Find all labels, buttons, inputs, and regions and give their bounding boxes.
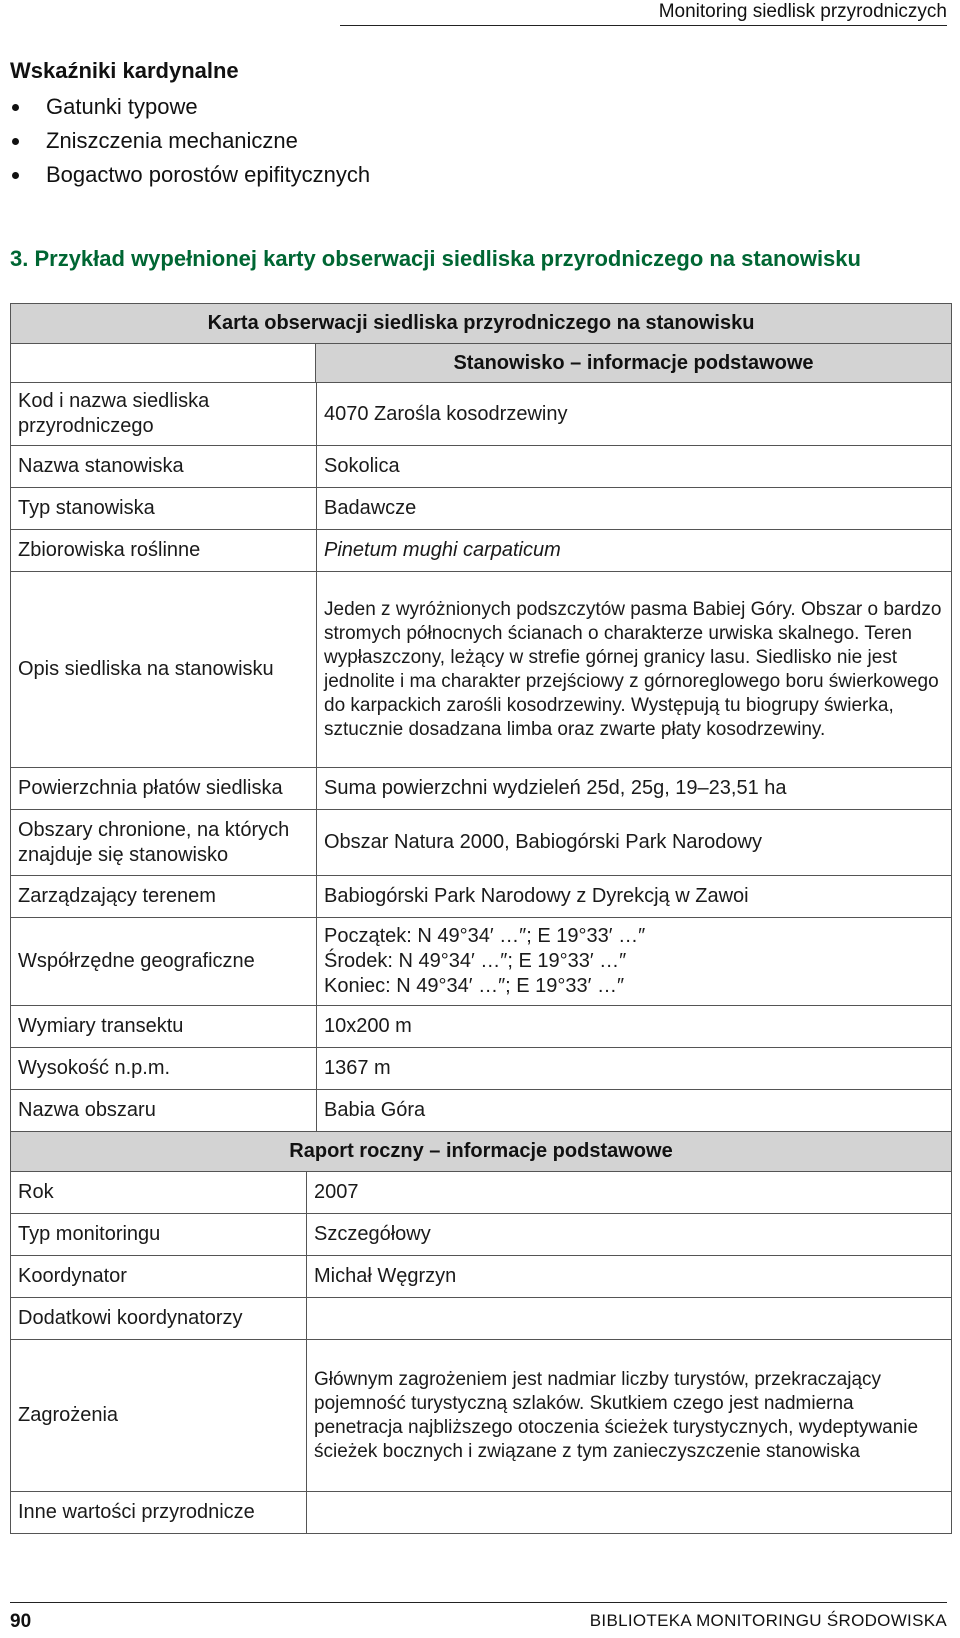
table-row — [11, 488, 952, 530]
row-value — [307, 1492, 952, 1534]
card-title: Karta obserwacji siedliska przyrodniczego na stanowisku — [11, 304, 952, 344]
list-item-label: Zniszczenia mechaniczne — [46, 128, 298, 153]
row-label: Nazwa obszaru — [11, 1090, 317, 1132]
table-row — [11, 446, 952, 488]
table-row — [11, 572, 952, 768]
list-item — [10, 158, 950, 192]
row-label: Powierzchnia płatów siedliska — [11, 768, 317, 810]
table-row — [11, 1340, 952, 1492]
row-label: Współrzędne geograficzne — [11, 918, 317, 1006]
indicators-title: Wskaźniki kardynalne — [10, 58, 239, 83]
table-row — [11, 344, 952, 383]
row-label: Dodatkowi koordynatorzy — [11, 1298, 307, 1340]
row-label: Koordynator — [11, 1256, 307, 1298]
table-row — [11, 1048, 952, 1090]
row-label: Obszary chronione, na których znajduje się stanowisko — [11, 810, 317, 876]
coordinates-value — [317, 918, 952, 1006]
table-row — [11, 1006, 952, 1048]
row-label: Wymiary transektu — [11, 1006, 317, 1048]
list-item-label: Bogactwo porostów epifitycznych — [46, 162, 371, 187]
header-blank-cell — [11, 344, 316, 382]
report-info-header: Raport roczny – informacje podstawowe — [11, 1132, 952, 1172]
row-value: Jeden z wyróżnionych podszczytów pasma Babiej Góry. Obszar o bardzo stromych północnych ścianach o charakterze urwiska skalnego. Teren wypłaszczony, leżący w strefie górnej granicy lasu. Siedlisko nie jest jednolite i ma charakter przejściowy z górnoreglowego boru świerkowego do karpackich zarośli kosodrzewiny. Występują tu biogrupy świerka, sztucznie dosadzana limba oraz zwarte płaty kosodrzewiny. — [317, 572, 952, 768]
row-value: 2007 — [307, 1172, 952, 1214]
row-value: Sokolica — [317, 446, 952, 488]
table-row — [11, 530, 952, 572]
row-label: Kod i nazwa siedliska przyrodniczego — [11, 383, 317, 446]
list-item — [10, 90, 950, 124]
row-label: Inne wartości przyrodnicze — [11, 1492, 307, 1534]
table-row — [11, 1256, 952, 1298]
coordinate-line: Środek: N 49°34′ …″; E 19°33′ …″ — [324, 950, 627, 972]
row-value: 10x200 m — [317, 1006, 952, 1048]
page-number: 90 — [10, 1611, 32, 1632]
row-label: Opis siedliska na stanowisku — [11, 572, 317, 768]
indicators-list — [10, 90, 950, 192]
row-value: Pinetum mughi carpaticum — [317, 530, 952, 572]
section-title: 3. Przykład wypełnionej karty obserwacji siedliska przyrodniczego na stanowisku — [10, 246, 861, 271]
table-row — [11, 1492, 952, 1534]
bullet-icon — [12, 138, 19, 145]
row-value: Michał Węgrzyn — [307, 1256, 952, 1298]
site-info-header: Stanowisko – informacje podstawowe — [453, 351, 814, 374]
table-row — [11, 1090, 952, 1132]
coordinate-line: Początek: N 49°34′ …″; E 19°33′ …″ — [324, 925, 646, 947]
row-value — [307, 1298, 952, 1340]
table-row — [11, 810, 952, 876]
table-row — [11, 1214, 952, 1256]
table-row — [11, 383, 952, 446]
row-value: Babiogórski Park Narodowy z Dyrekcją w Zawoi — [317, 876, 952, 918]
row-label: Zbiorowiska roślinne — [11, 530, 317, 572]
indicators-section — [10, 58, 950, 192]
row-label: Wysokość n.p.m. — [11, 1048, 317, 1090]
bullet-icon — [12, 172, 19, 179]
row-label: Rok — [11, 1172, 307, 1214]
row-value: Szczegółowy — [307, 1214, 952, 1256]
table-row — [11, 876, 952, 918]
row-label: Typ stanowiska — [11, 488, 317, 530]
table-row — [11, 918, 952, 1006]
table-row — [11, 1172, 952, 1214]
row-label: Nazwa stanowiska — [11, 446, 317, 488]
row-value: Babia Góra — [317, 1090, 952, 1132]
publication-name: BIBLIOTEKA MONITORINGU ŚRODOWISKA — [589, 1611, 947, 1630]
page-footer — [10, 1602, 947, 1633]
table-row — [11, 1132, 952, 1172]
list-item — [10, 124, 950, 158]
bullet-icon — [12, 104, 19, 111]
table-row — [11, 1298, 952, 1340]
row-label: Typ monitoringu — [11, 1214, 307, 1256]
row-value: 4070 Zarośla kosodrzewiny — [317, 383, 952, 446]
coordinate-line: Koniec: N 49°34′ …″; E 19°33′ …″ — [324, 975, 625, 997]
row-value: Obszar Natura 2000, Babiogórski Park Narodowy — [317, 810, 952, 876]
row-value: Badawcze — [317, 488, 952, 530]
row-value: Głównym zagrożeniem jest nadmiar liczby turystów, przekraczający pojemność turystyczną szlaków. Skutkiem czego jest nadmierna penetracja najbliższego otoczenia ścieżek turystycznych, wydeptywanie ścieżek bocznych i związane z tym zanieczyszczenie stanowiska — [307, 1340, 952, 1492]
running-header: Monitoring siedlisk przyrodniczych — [340, 0, 947, 26]
row-value: Suma powierzchni wydzieleń 25d, 25g, 19–23,51 ha — [317, 768, 952, 810]
table-row — [11, 768, 952, 810]
row-value: 1367 m — [317, 1048, 952, 1090]
table-row — [11, 304, 952, 344]
row-label: Zarządzający terenem — [11, 876, 317, 918]
row-label: Zagrożenia — [11, 1340, 307, 1492]
list-item-label: Gatunki typowe — [46, 94, 198, 119]
observation-card-table — [10, 303, 952, 1534]
